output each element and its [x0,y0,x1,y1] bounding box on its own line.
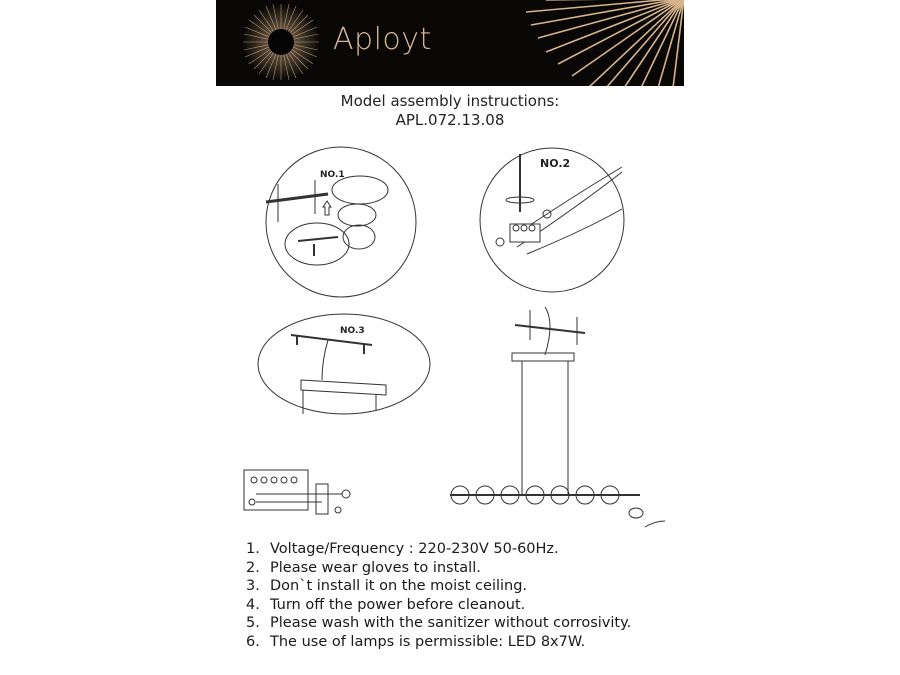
svg-text:NO.1: NO.1 [320,170,345,180]
note-text: Please wash with the sanitizer without corrosivity. [270,615,632,632]
document-title [0,92,900,130]
note-text: Voltage/Frequency : 220-230V 50-60Hz. [270,541,559,557]
step2-diagram [472,142,638,302]
note-item: 5. Please wash with the sanitizer without corrosivity. [246,615,632,632]
brand-header [216,0,684,86]
wiring-diagram [232,466,362,526]
note-item: 3. Don`t install it on the moist ceiling. [246,578,528,595]
assembled-lamp-diagram [440,295,680,535]
corner-rays-icon [526,0,684,86]
note-text: Turn off the power before cleanout. [270,596,526,613]
note-item: 6. The use of lamps is permissible: LED 8x7W. [246,633,586,650]
safety-notes-list [246,540,631,652]
note-text: The use of lamps is permissible: LED 8x7W. [270,633,586,650]
sun-logo-icon [243,4,319,80]
svg-text:NO.2: NO.2 [540,157,571,170]
brand-logo-text: Aployt [333,22,432,57]
sunburst-decoration-icon [216,0,684,86]
model-number: APL.072.13.08 [395,111,505,129]
svg-text:NO.3: NO.3 [340,326,365,336]
note-item: 1. Voltage/Frequency : 220-230V 50-60Hz. [246,541,559,557]
note-item: 4. Turn off the power before cleanout. [246,596,526,613]
note-item: 2. Please wear gloves to install. [246,559,481,576]
step1-diagram [258,142,424,302]
title-line-1: Model assembly instructions: [340,92,560,110]
step3-diagram [256,310,436,418]
note-text: Please wear gloves to install. [270,559,481,576]
note-text: Don`t install it on the moist ceiling. [270,578,528,595]
